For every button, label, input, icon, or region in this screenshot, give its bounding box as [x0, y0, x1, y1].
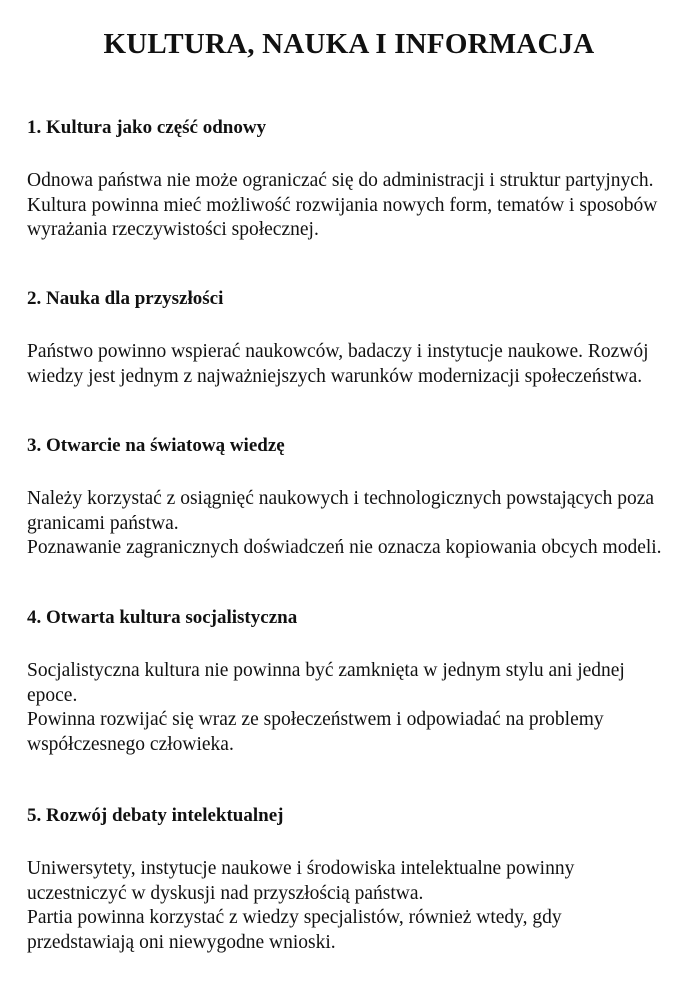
section-body: [27, 340, 672, 389]
section-kultura: [27, 116, 672, 243]
section-body: [27, 487, 672, 561]
section-kultura-socjalistyczna: [27, 606, 672, 757]
paragraph: Państwo powinno wspierać naukowców, badaczy i instytucje naukowe. Rozwój wiedzy jest jednym z najważniejszych warunków modernizacji społeczeństwa.: [27, 341, 649, 387]
paragraph: Należy korzystać z osiągnięć naukowych i technologicznych powstających poza granicami państwa.: [27, 488, 654, 534]
section-heading: 1. Kultura jako część odnowy: [27, 117, 267, 138]
paragraph: Kultura powinna mieć możliwość rozwijania nowych form, tematów i sposobów wyrażania rzeczywistości społecznej.: [27, 194, 658, 240]
section-heading: 5. Rozwój debaty intelektualnej: [27, 805, 284, 826]
paragraph: Poznawanie zagranicznych doświadczeń nie oznacza kopiowania obcych modeli.: [27, 537, 662, 558]
section-body: [27, 169, 672, 243]
section-heading: 4. Otwarta kultura socjalistyczna: [27, 607, 298, 628]
paragraph: Partia powinna korzystać z wiedzy specjalistów, również wtedy, gdy przedstawiają oni niewygodne wnioski.: [27, 907, 562, 953]
paragraph: Uniwersytety, instytucje naukowe i środowiska intelektualne powinny uczestniczyć w dyskusji nad przyszłością państwa.: [27, 858, 575, 904]
section-heading: 3. Otwarcie na światową wiedzę: [27, 435, 285, 456]
section-body: [27, 659, 672, 757]
paragraph: Socjalistyczna kultura nie powinna być zamknięta w jednym stylu ani jednej epoce.: [27, 660, 625, 706]
paragraph: Powinna rozwijać się wraz ze społeczeństwem i odpowiadać na problemy współczesnego człowieka.: [27, 709, 604, 755]
section-debata: [27, 804, 672, 955]
section-body: [27, 857, 672, 955]
section-heading: 2. Nauka dla przyszłości: [27, 288, 224, 309]
paragraph: Odnowa państwa nie może ograniczać się do administracji i struktur partyjnych.: [27, 170, 654, 191]
section-nauka: [27, 287, 672, 389]
page-title: KULTURA, NAUKA I INFORMACJA: [103, 28, 595, 60]
section-otwarcie: [27, 434, 672, 561]
